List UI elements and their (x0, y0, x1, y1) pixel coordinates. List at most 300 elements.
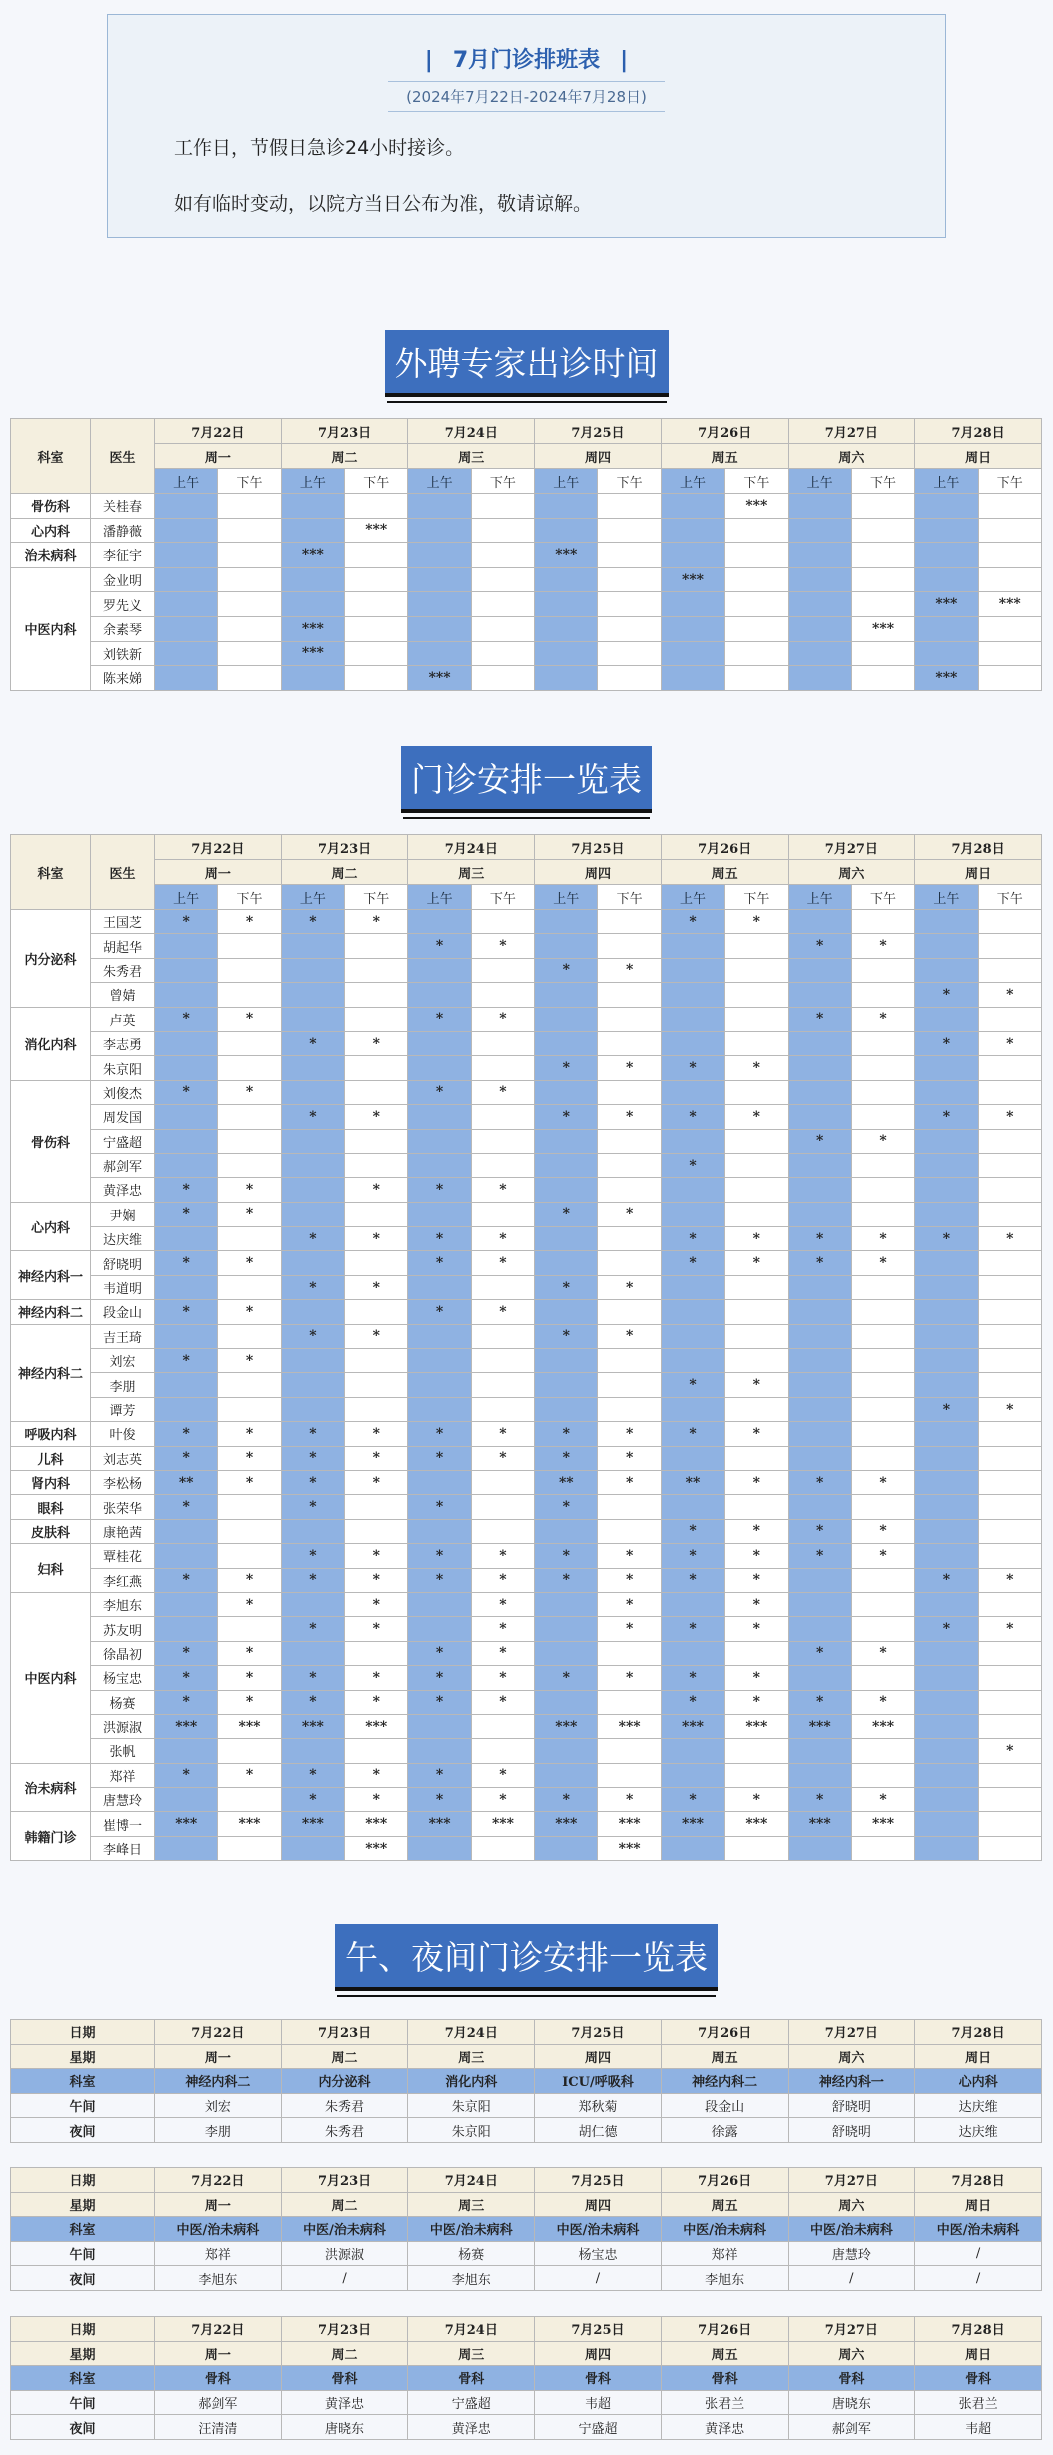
pm-slot (978, 1080, 1041, 1104)
pm-slot (218, 616, 281, 641)
notice-title (108, 43, 945, 74)
pm-slot (471, 1397, 534, 1421)
pm-slot (471, 1836, 534, 1860)
pm-slot (471, 1324, 534, 1348)
header-pm: 下午 (851, 885, 914, 910)
am-slot: * (155, 1178, 218, 1202)
am-slot (535, 1007, 598, 1031)
pm-slot (978, 1300, 1041, 1324)
pm-slot (725, 592, 788, 617)
am-slot: * (661, 1544, 724, 1568)
am-slot (155, 518, 218, 543)
schedule-cell: 黄泽忠 (281, 2390, 408, 2415)
dept-cell: 心内科 (11, 1202, 91, 1251)
am-slot (661, 518, 724, 543)
header-date: 7月28日 (915, 835, 1042, 860)
schedule-cell: 韦超 (535, 2390, 662, 2415)
doctor-name: 郝剑军 (91, 1153, 155, 1177)
am-slot (788, 1105, 851, 1129)
am-slot (915, 1373, 978, 1397)
am-slot (915, 910, 978, 934)
pm-slot (598, 1300, 661, 1324)
doctor-name: 周发国 (91, 1105, 155, 1129)
am-slot (915, 1446, 978, 1470)
am-slot: * (661, 910, 724, 934)
pm-slot (471, 616, 534, 641)
doctor-name: 黄泽忠 (91, 1178, 155, 1202)
schedule-cell: 周五 (661, 2341, 788, 2366)
pm-slot (851, 494, 914, 519)
doctor-name: 杨赛 (91, 1690, 155, 1714)
dept-cell: 儿科 (11, 1446, 91, 1470)
pm-slot (345, 1519, 408, 1543)
table-row (11, 1251, 1042, 1275)
am-slot (661, 1739, 724, 1763)
schedule-cell: 达庆维 (915, 2118, 1042, 2143)
pm-slot (978, 1446, 1041, 1470)
am-slot (281, 983, 344, 1007)
am-slot: *** (155, 1714, 218, 1738)
schedule-cell: 杨赛 (408, 2241, 535, 2266)
am-slot: * (155, 1349, 218, 1373)
am-slot (788, 494, 851, 519)
table-row (11, 1544, 1042, 1568)
table-row (11, 983, 1042, 1007)
pm-slot: *** (851, 1714, 914, 1738)
am-slot (408, 518, 471, 543)
header-pm: 下午 (345, 885, 408, 910)
pm-slot: * (598, 1446, 661, 1470)
table-row (11, 1275, 1042, 1299)
pm-slot (851, 1666, 914, 1690)
pm-slot (978, 1690, 1041, 1714)
pm-slot (725, 1739, 788, 1763)
am-slot (281, 1519, 344, 1543)
am-slot: * (408, 1446, 471, 1470)
schedule-cell: 张君兰 (915, 2390, 1042, 2415)
schedule-cell: 宁盛超 (408, 2390, 535, 2415)
am-slot (915, 1812, 978, 1836)
pm-slot: * (598, 1544, 661, 1568)
schedule-cell: 7月28日 (915, 2020, 1042, 2045)
header-date: 7月26日 (661, 419, 788, 444)
am-slot (408, 567, 471, 592)
dept-cell: 呼吸内科 (11, 1422, 91, 1446)
doctor-name: 叶俊 (91, 1422, 155, 1446)
pm-slot (725, 958, 788, 982)
pm-slot (978, 910, 1041, 934)
pm-slot (598, 543, 661, 568)
am-slot (408, 910, 471, 934)
section1-title: 外聘专家出诊时间 (0, 330, 1053, 397)
pm-slot (598, 616, 661, 641)
pm-slot (598, 1739, 661, 1763)
schedule-cell: 周六 (788, 2192, 915, 2217)
am-slot: * (155, 1080, 218, 1104)
header-weekday: 周四 (535, 860, 662, 885)
am-slot: ** (661, 1470, 724, 1494)
pm-slot (471, 494, 534, 519)
pm-slot (471, 518, 534, 543)
am-slot: *** (281, 1812, 344, 1836)
am-slot (661, 641, 724, 666)
schedule-cell: 7月23日 (281, 2020, 408, 2045)
am-slot (408, 1153, 471, 1177)
pm-slot (345, 1495, 408, 1519)
am-slot: * (535, 1788, 598, 1812)
am-slot (788, 567, 851, 592)
pm-slot (345, 592, 408, 617)
am-slot (535, 1227, 598, 1251)
table-row (11, 494, 1042, 519)
am-slot (535, 1373, 598, 1397)
pm-slot (598, 666, 661, 691)
doctor-name: 张荣华 (91, 1495, 155, 1519)
am-slot (281, 1739, 344, 1763)
am-slot (281, 1373, 344, 1397)
header-date: 7月22日 (155, 835, 282, 860)
doctor-name: 曾婧 (91, 983, 155, 1007)
pm-slot: * (851, 1519, 914, 1543)
am-slot: *** (281, 641, 344, 666)
pm-slot (218, 958, 281, 982)
pm-slot (725, 1007, 788, 1031)
table-row (11, 616, 1042, 641)
pm-slot (345, 983, 408, 1007)
pm-slot (471, 983, 534, 1007)
pm-slot: * (345, 1544, 408, 1568)
am-slot: * (661, 1105, 724, 1129)
am-slot (155, 1397, 218, 1421)
am-slot (408, 1105, 471, 1129)
pm-slot (218, 666, 281, 691)
pm-slot (598, 1129, 661, 1153)
doctor-name: 王国芝 (91, 910, 155, 934)
am-slot: * (535, 1202, 598, 1226)
row-label: 午间 (11, 2390, 155, 2415)
am-slot (535, 983, 598, 1007)
pm-slot (598, 1178, 661, 1202)
row-label: 星期 (11, 2192, 155, 2217)
am-slot: * (408, 1763, 471, 1787)
am-slot: * (661, 1056, 724, 1080)
am-slot (408, 1470, 471, 1494)
am-slot: *** (788, 1714, 851, 1738)
pm-slot: * (471, 1007, 534, 1031)
schedule-cell: 周六 (788, 2044, 915, 2069)
pm-slot: * (725, 1519, 788, 1543)
pm-slot: *** (725, 1812, 788, 1836)
pm-slot (598, 1349, 661, 1373)
schedule-cell: 李旭东 (408, 2266, 535, 2291)
am-slot (281, 1836, 344, 1860)
dept-cell: 神经内科一 (11, 1251, 91, 1300)
header-date: 7月23日 (281, 419, 408, 444)
am-slot (535, 1080, 598, 1104)
pm-slot: *** (345, 518, 408, 543)
am-slot: *** (408, 1812, 471, 1836)
header-pm: 下午 (218, 469, 281, 494)
table-row (11, 1178, 1042, 1202)
pm-slot: * (471, 1544, 534, 1568)
am-slot (915, 1129, 978, 1153)
pm-slot (218, 1373, 281, 1397)
pm-slot (725, 616, 788, 641)
header-doctor: 医生 (91, 419, 155, 494)
pm-slot (851, 641, 914, 666)
am-slot: * (915, 1617, 978, 1641)
pm-slot (725, 1202, 788, 1226)
am-slot (915, 1544, 978, 1568)
am-slot (915, 1324, 978, 1348)
pm-slot: * (345, 1227, 408, 1251)
title-bar-right: | (620, 48, 629, 73)
pm-slot (851, 567, 914, 592)
pm-slot (851, 1300, 914, 1324)
pm-slot: * (345, 1470, 408, 1494)
am-slot (155, 1227, 218, 1251)
doctor-name: 李红燕 (91, 1568, 155, 1592)
pm-slot (851, 1739, 914, 1763)
am-slot: * (408, 1227, 471, 1251)
row-label: 午间 (11, 2093, 155, 2118)
header-pm: 下午 (471, 885, 534, 910)
am-slot: * (788, 1251, 851, 1275)
row-label: 科室 (11, 2217, 155, 2242)
pm-slot: * (218, 1080, 281, 1104)
am-slot: * (661, 1422, 724, 1446)
am-slot (535, 1763, 598, 1787)
am-slot (661, 494, 724, 519)
doctor-name: 刘宏 (91, 1349, 155, 1373)
pm-slot (218, 518, 281, 543)
pm-slot (218, 1056, 281, 1080)
pm-slot: * (851, 1251, 914, 1275)
pm-slot: *** (598, 1836, 661, 1860)
pm-slot (725, 1397, 788, 1421)
am-slot (915, 1763, 978, 1787)
pm-slot (218, 567, 281, 592)
pm-slot (218, 543, 281, 568)
am-slot: * (155, 910, 218, 934)
dept-cell: 皮肤科 (11, 1519, 91, 1543)
am-slot (788, 1275, 851, 1299)
am-slot (915, 1007, 978, 1031)
table-row (11, 1324, 1042, 1348)
am-slot (788, 1763, 851, 1787)
table-row (11, 1470, 1042, 1494)
pm-slot: *** (598, 1714, 661, 1738)
schedule-cell: 李朋 (155, 2118, 282, 2143)
pm-slot (345, 1153, 408, 1177)
header-am: 上午 (661, 885, 724, 910)
am-slot (788, 1739, 851, 1763)
pm-slot (978, 1788, 1041, 1812)
table-row (11, 1836, 1042, 1860)
doctor-name: 金业明 (91, 567, 155, 592)
schedule-cell: 7月27日 (788, 2168, 915, 2193)
pm-slot: * (471, 1788, 534, 1812)
header-am: 上午 (788, 885, 851, 910)
table-row (11, 592, 1042, 617)
schedule-cell: 7月26日 (661, 2020, 788, 2045)
am-slot (915, 1690, 978, 1714)
schedule-cell: 7月25日 (535, 2168, 662, 2193)
am-slot: * (535, 1544, 598, 1568)
pm-slot: * (978, 1617, 1041, 1641)
header-pm: 下午 (851, 469, 914, 494)
am-slot (155, 958, 218, 982)
doctor-name: 崔博一 (91, 1812, 155, 1836)
table-row (11, 1031, 1042, 1055)
am-slot: * (281, 1324, 344, 1348)
table-row (11, 1300, 1042, 1324)
am-slot: * (788, 1470, 851, 1494)
am-slot (535, 666, 598, 691)
schedule-cell: 舒晓明 (788, 2118, 915, 2143)
pm-slot (978, 1373, 1041, 1397)
am-slot: * (408, 934, 471, 958)
am-slot (408, 1056, 471, 1080)
pm-slot (978, 958, 1041, 982)
am-slot (915, 934, 978, 958)
schedule-cell: 7月28日 (915, 2168, 1042, 2193)
am-slot (915, 1470, 978, 1494)
am-slot (155, 1105, 218, 1129)
table-row (11, 1568, 1042, 1592)
header-date: 7月27日 (788, 419, 915, 444)
am-slot: * (281, 1422, 344, 1446)
am-slot (535, 1300, 598, 1324)
header-weekday: 周二 (281, 444, 408, 469)
header-am: 上午 (915, 885, 978, 910)
pm-slot: * (345, 1031, 408, 1055)
header-am: 上午 (535, 885, 598, 910)
am-slot (661, 1763, 724, 1787)
pm-slot (725, 1495, 788, 1519)
pm-slot: * (598, 958, 661, 982)
am-slot (535, 1397, 598, 1421)
pm-slot (218, 641, 281, 666)
schedule-cell: / (535, 2266, 662, 2291)
pm-slot (471, 666, 534, 691)
am-slot (915, 1519, 978, 1543)
am-slot (788, 1617, 851, 1641)
schedule-cell: 郝剑军 (788, 2415, 915, 2440)
pm-slot (725, 1178, 788, 1202)
pm-slot (598, 1080, 661, 1104)
pm-slot (345, 641, 408, 666)
header-am: 上午 (281, 469, 344, 494)
pm-slot (851, 958, 914, 982)
am-slot (661, 1397, 724, 1421)
pm-slot (851, 1202, 914, 1226)
pm-slot (978, 1495, 1041, 1519)
pm-slot (218, 1617, 281, 1641)
pm-slot (218, 1788, 281, 1812)
pm-slot (218, 1153, 281, 1177)
am-slot: * (788, 1690, 851, 1714)
pm-slot (471, 592, 534, 617)
am-slot (155, 641, 218, 666)
pm-slot (218, 1519, 281, 1543)
pm-slot: * (345, 1568, 408, 1592)
pm-slot (851, 592, 914, 617)
pm-slot: *** (598, 1812, 661, 1836)
notice-box (107, 14, 946, 238)
table-row (11, 543, 1042, 568)
pm-slot (598, 641, 661, 666)
am-slot (155, 1153, 218, 1177)
pm-slot (471, 1349, 534, 1373)
doctor-name: 朱秀君 (91, 958, 155, 982)
pm-slot: * (345, 910, 408, 934)
am-slot: *** (408, 666, 471, 691)
header-pm: 下午 (978, 469, 1041, 494)
am-slot: * (788, 1788, 851, 1812)
evening-table (10, 2019, 1042, 2143)
schedule-cell: 周二 (281, 2044, 408, 2069)
am-slot (915, 543, 978, 568)
am-slot (408, 1617, 471, 1641)
pm-slot: * (598, 1788, 661, 1812)
am-slot: * (281, 1470, 344, 1494)
am-slot (535, 616, 598, 641)
am-slot (661, 543, 724, 568)
dept-cell: 神经内科二 (11, 1300, 91, 1324)
schedule-cell: 7月23日 (281, 2317, 408, 2342)
pm-slot: * (471, 1227, 534, 1251)
pm-slot: * (471, 1641, 534, 1665)
schedule-cell: 郑秋菊 (535, 2093, 662, 2118)
am-slot (788, 1202, 851, 1226)
table-row (11, 1397, 1042, 1421)
am-slot (408, 543, 471, 568)
am-slot: * (661, 1568, 724, 1592)
am-slot: * (281, 1690, 344, 1714)
header-am: 上午 (408, 469, 471, 494)
pm-slot (598, 567, 661, 592)
am-slot (788, 1031, 851, 1055)
am-slot: * (408, 1251, 471, 1275)
table-row (11, 1812, 1042, 1836)
am-slot: *** (155, 1812, 218, 1836)
pm-slot (851, 1324, 914, 1348)
am-slot: * (661, 1788, 724, 1812)
pm-slot (598, 494, 661, 519)
am-slot (408, 1397, 471, 1421)
am-slot: * (281, 1275, 344, 1299)
am-slot: ** (155, 1470, 218, 1494)
pm-slot: * (851, 1129, 914, 1153)
schedule-cell: 黄泽忠 (408, 2415, 535, 2440)
am-slot: * (155, 1690, 218, 1714)
doctor-name: 陈来娣 (91, 666, 155, 691)
schedule-cell: 骨科 (408, 2366, 535, 2391)
pm-slot (725, 1275, 788, 1299)
schedule-cell: 胡仁德 (535, 2118, 662, 2143)
am-slot (788, 1495, 851, 1519)
am-slot (915, 1202, 978, 1226)
am-slot: * (155, 1300, 218, 1324)
am-slot: * (535, 1495, 598, 1519)
doctor-name: 覃桂花 (91, 1544, 155, 1568)
schedule-cell: 周一 (155, 2044, 282, 2069)
am-slot: *** (915, 666, 978, 691)
header-date: 7月27日 (788, 835, 915, 860)
pm-slot (978, 1714, 1041, 1738)
am-slot: * (281, 1617, 344, 1641)
